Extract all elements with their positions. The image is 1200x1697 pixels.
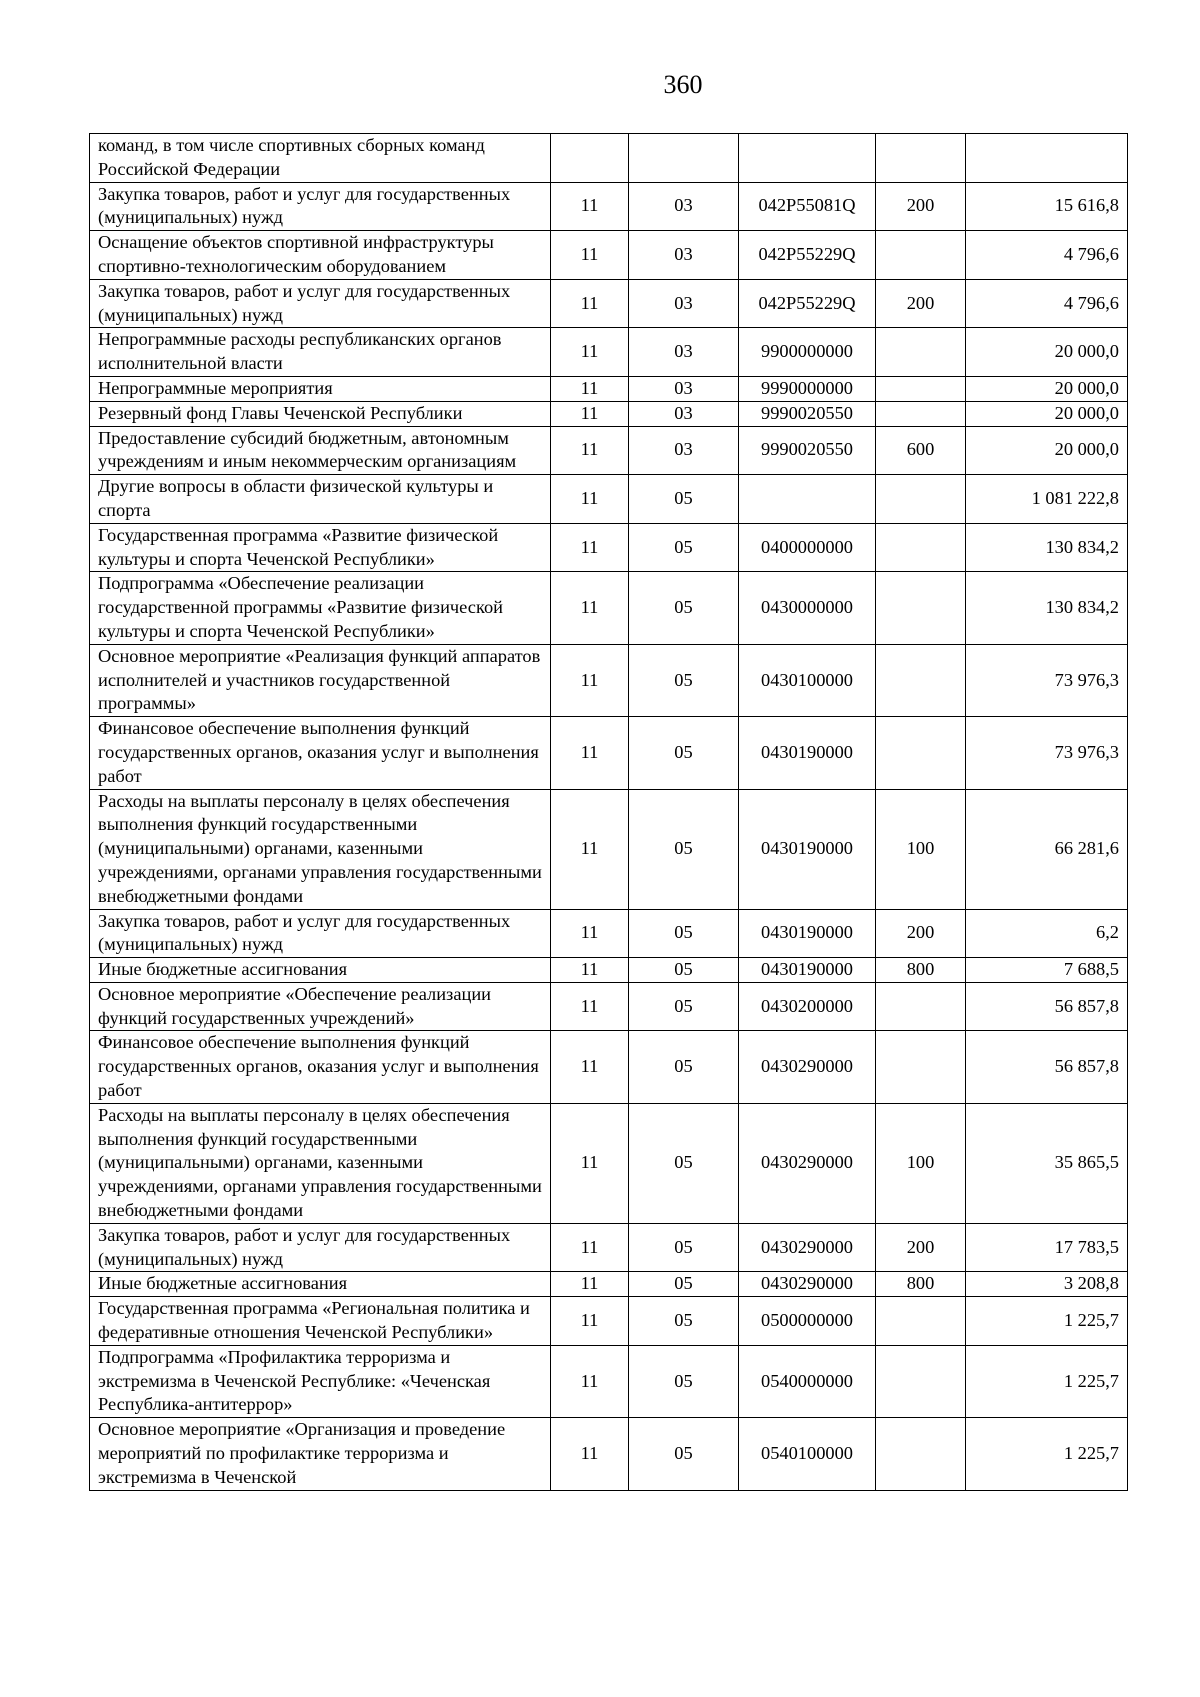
section-code-cell: 11 [551, 376, 629, 401]
target-article-cell: 9900000000 [739, 328, 876, 377]
expense-name-cell: Закупка товаров, работ и услуг для государственных (муниципальных) нужд [90, 182, 551, 231]
subsection-code-cell: 05 [629, 1103, 739, 1223]
amount-cell: 1 081 222,8 [966, 475, 1128, 524]
amount-cell: 6,2 [966, 909, 1128, 958]
expense-name-cell: Расходы на выплаты персоналу в целях обеспечения выполнения функций государственными (муниципальными) органами, казенными учреждениями, органами управления государственными внебюджетными фондами [90, 1103, 551, 1223]
expense-name-cell: команд, в том числе спортивных сборных команд Российской Федерации [90, 134, 551, 183]
target-article-cell: 0400000000 [739, 523, 876, 572]
amount-cell: 20 000,0 [966, 401, 1128, 426]
target-article-cell: 0430290000 [739, 1103, 876, 1223]
expense-type-cell [876, 376, 966, 401]
budget-table [89, 133, 1128, 1491]
subsection-code-cell: 05 [629, 1272, 739, 1297]
table-row [90, 401, 1128, 426]
expense-type-cell [876, 1297, 966, 1346]
section-code-cell: 11 [551, 958, 629, 983]
amount-cell: 20 000,0 [966, 328, 1128, 377]
expense-name-cell: Основное мероприятие «Реализация функций аппаратов исполнителей и участников государственной программы» [90, 644, 551, 716]
target-article-cell: 0430190000 [739, 789, 876, 909]
expense-type-cell: 200 [876, 182, 966, 231]
subsection-code-cell: 05 [629, 1345, 739, 1417]
section-code-cell: 11 [551, 401, 629, 426]
expense-name-cell: Основное мероприятие «Обеспечение реализации функций государственных учреждений» [90, 982, 551, 1031]
amount-cell: 130 834,2 [966, 523, 1128, 572]
expense-type-cell [876, 572, 966, 644]
target-article-cell [739, 134, 876, 183]
expense-type-cell: 100 [876, 1103, 966, 1223]
amount-cell: 56 857,8 [966, 982, 1128, 1031]
section-code-cell: 11 [551, 279, 629, 328]
expense-name-cell: Закупка товаров, работ и услуг для государственных (муниципальных) нужд [90, 909, 551, 958]
section-code-cell: 11 [551, 982, 629, 1031]
target-article-cell: 0430290000 [739, 1031, 876, 1103]
section-code-cell: 11 [551, 328, 629, 377]
amount-cell: 1 225,7 [966, 1297, 1128, 1346]
target-article-cell: 0430100000 [739, 644, 876, 716]
expense-type-cell [876, 717, 966, 789]
table-row [90, 644, 1128, 716]
target-article-cell: 9990020550 [739, 426, 876, 475]
section-code-cell: 11 [551, 1297, 629, 1346]
table-row [90, 134, 1128, 183]
amount-cell: 1 225,7 [966, 1345, 1128, 1417]
budget-table-body [90, 134, 1128, 1491]
table-row [90, 523, 1128, 572]
table-row [90, 1103, 1128, 1223]
expense-type-cell: 200 [876, 909, 966, 958]
subsection-code-cell: 05 [629, 1418, 739, 1490]
section-code-cell: 11 [551, 182, 629, 231]
subsection-code-cell: 03 [629, 376, 739, 401]
amount-cell: 73 976,3 [966, 717, 1128, 789]
table-row [90, 426, 1128, 475]
expense-type-cell: 200 [876, 279, 966, 328]
target-article-cell: 0540100000 [739, 1418, 876, 1490]
table-row [90, 982, 1128, 1031]
expense-name-cell: Закупка товаров, работ и услуг для государственных (муниципальных) нужд [90, 1223, 551, 1272]
table-row [90, 1418, 1128, 1490]
table-row [90, 572, 1128, 644]
target-article-cell: 0540000000 [739, 1345, 876, 1417]
table-row [90, 1223, 1128, 1272]
amount-cell: 66 281,6 [966, 789, 1128, 909]
expense-type-cell [876, 401, 966, 426]
amount-cell: 7 688,5 [966, 958, 1128, 983]
section-code-cell: 11 [551, 475, 629, 524]
expense-name-cell: Закупка товаров, работ и услуг для государственных (муниципальных) нужд [90, 279, 551, 328]
table-row [90, 1297, 1128, 1346]
amount-cell: 130 834,2 [966, 572, 1128, 644]
expense-type-cell: 600 [876, 426, 966, 475]
table-row [90, 279, 1128, 328]
amount-cell: 4 796,6 [966, 231, 1128, 280]
table-row [90, 475, 1128, 524]
target-article-cell: 9990000000 [739, 376, 876, 401]
expense-name-cell: Резервный фонд Главы Чеченской Республики [90, 401, 551, 426]
target-article-cell: 0430200000 [739, 982, 876, 1031]
expense-type-cell: 200 [876, 1223, 966, 1272]
expense-name-cell: Подпрограмма «Обеспечение реализации государственной программы «Развитие физической культуры и спорта Чеченской Республики» [90, 572, 551, 644]
section-code-cell: 11 [551, 717, 629, 789]
target-article-cell: 0430190000 [739, 958, 876, 983]
subsection-code-cell: 05 [629, 958, 739, 983]
table-row [90, 231, 1128, 280]
amount-cell: 4 796,6 [966, 279, 1128, 328]
subsection-code-cell: 05 [629, 982, 739, 1031]
table-row [90, 717, 1128, 789]
section-code-cell: 11 [551, 1223, 629, 1272]
expense-name-cell: Другие вопросы в области физической культуры и спорта [90, 475, 551, 524]
amount-cell: 56 857,8 [966, 1031, 1128, 1103]
subsection-code-cell: 05 [629, 717, 739, 789]
page-number: 360 [663, 70, 703, 99]
target-article-cell: 042P55229Q [739, 231, 876, 280]
expense-name-cell: Оснащение объектов спортивной инфраструктуры спортивно-технологическим оборудованием [90, 231, 551, 280]
amount-cell: 20 000,0 [966, 426, 1128, 475]
target-article-cell: 9990020550 [739, 401, 876, 426]
table-row [90, 376, 1128, 401]
target-article-cell: 0430190000 [739, 717, 876, 789]
table-row [90, 958, 1128, 983]
subsection-code-cell: 05 [629, 1031, 739, 1103]
target-article-cell: 0430290000 [739, 1272, 876, 1297]
expense-name-cell: Предоставление субсидий бюджетным, автономным учреждениям и иным некоммерческим организациям [90, 426, 551, 475]
subsection-code-cell: 05 [629, 572, 739, 644]
expense-type-cell [876, 1031, 966, 1103]
target-article-cell: 0430290000 [739, 1223, 876, 1272]
section-code-cell: 11 [551, 231, 629, 280]
expense-type-cell: 800 [876, 958, 966, 983]
amount-cell: 3 208,8 [966, 1272, 1128, 1297]
subsection-code-cell: 03 [629, 401, 739, 426]
target-article-cell: 0430190000 [739, 909, 876, 958]
subsection-code-cell: 05 [629, 909, 739, 958]
amount-cell: 35 865,5 [966, 1103, 1128, 1223]
expense-type-cell [876, 1418, 966, 1490]
subsection-code-cell: 03 [629, 426, 739, 475]
expense-type-cell [876, 523, 966, 572]
section-code-cell: 11 [551, 1345, 629, 1417]
section-code-cell: 11 [551, 644, 629, 716]
table-row [90, 789, 1128, 909]
expense-type-cell [876, 1345, 966, 1417]
section-code-cell: 11 [551, 426, 629, 475]
section-code-cell: 11 [551, 572, 629, 644]
expense-type-cell [876, 475, 966, 524]
subsection-code-cell: 03 [629, 328, 739, 377]
amount-cell: 15 616,8 [966, 182, 1128, 231]
section-code-cell: 11 [551, 789, 629, 909]
target-article-cell: 042P55229Q [739, 279, 876, 328]
amount-cell: 1 225,7 [966, 1418, 1128, 1490]
expense-type-cell: 800 [876, 1272, 966, 1297]
amount-cell [966, 134, 1128, 183]
table-row [90, 1031, 1128, 1103]
expense-name-cell: Подпрограмма «Профилактика терроризма и экстремизма в Чеченской Республике: «Чеченская Республика-антитеррор» [90, 1345, 551, 1417]
expense-name-cell: Основное мероприятие «Организация и проведение мероприятий по профилактике терроризма и экстремизма в Чеченской [90, 1418, 551, 1490]
target-article-cell: 0430000000 [739, 572, 876, 644]
expense-type-cell [876, 982, 966, 1031]
expense-name-cell: Непрограммные расходы республиканских органов исполнительной власти [90, 328, 551, 377]
subsection-code-cell: 05 [629, 789, 739, 909]
section-code-cell [551, 134, 629, 183]
subsection-code-cell: 05 [629, 644, 739, 716]
expense-name-cell: Расходы на выплаты персоналу в целях обеспечения выполнения функций государственными (муниципальными) органами, казенными учреждениями, органами управления государственными внебюджетными фондами [90, 789, 551, 909]
subsection-code-cell: 03 [629, 279, 739, 328]
target-article-cell: 0500000000 [739, 1297, 876, 1346]
expense-name-cell: Финансовое обеспечение выполнения функций государственных органов, оказания услуг и выполнения работ [90, 1031, 551, 1103]
target-article-cell: 042P55081Q [739, 182, 876, 231]
subsection-code-cell: 05 [629, 1297, 739, 1346]
amount-cell: 17 783,5 [966, 1223, 1128, 1272]
expense-name-cell: Иные бюджетные ассигнования [90, 958, 551, 983]
expense-name-cell: Иные бюджетные ассигнования [90, 1272, 551, 1297]
table-row [90, 909, 1128, 958]
section-code-cell: 11 [551, 1031, 629, 1103]
table-row [90, 182, 1128, 231]
subsection-code-cell: 05 [629, 475, 739, 524]
section-code-cell: 11 [551, 523, 629, 572]
expense-type-cell [876, 134, 966, 183]
table-row [90, 1345, 1128, 1417]
expense-name-cell: Финансовое обеспечение выполнения функций государственных органов, оказания услуг и выполнения работ [90, 717, 551, 789]
section-code-cell: 11 [551, 909, 629, 958]
expense-type-cell [876, 644, 966, 716]
expense-type-cell [876, 328, 966, 377]
target-article-cell [739, 475, 876, 524]
expense-name-cell: Непрограммные мероприятия [90, 376, 551, 401]
section-code-cell: 11 [551, 1418, 629, 1490]
table-row [90, 328, 1128, 377]
expense-name-cell: Государственная программа «Развитие физической культуры и спорта Чеченской Республики» [90, 523, 551, 572]
subsection-code-cell: 03 [629, 182, 739, 231]
expense-name-cell: Государственная программа «Региональная политика и федеративные отношения Чеченской Республики» [90, 1297, 551, 1346]
section-code-cell: 11 [551, 1103, 629, 1223]
expense-type-cell: 100 [876, 789, 966, 909]
subsection-code-cell: 03 [629, 231, 739, 280]
section-code-cell: 11 [551, 1272, 629, 1297]
subsection-code-cell [629, 134, 739, 183]
amount-cell: 20 000,0 [966, 376, 1128, 401]
subsection-code-cell: 05 [629, 1223, 739, 1272]
table-row [90, 1272, 1128, 1297]
amount-cell: 73 976,3 [966, 644, 1128, 716]
expense-type-cell [876, 231, 966, 280]
subsection-code-cell: 05 [629, 523, 739, 572]
